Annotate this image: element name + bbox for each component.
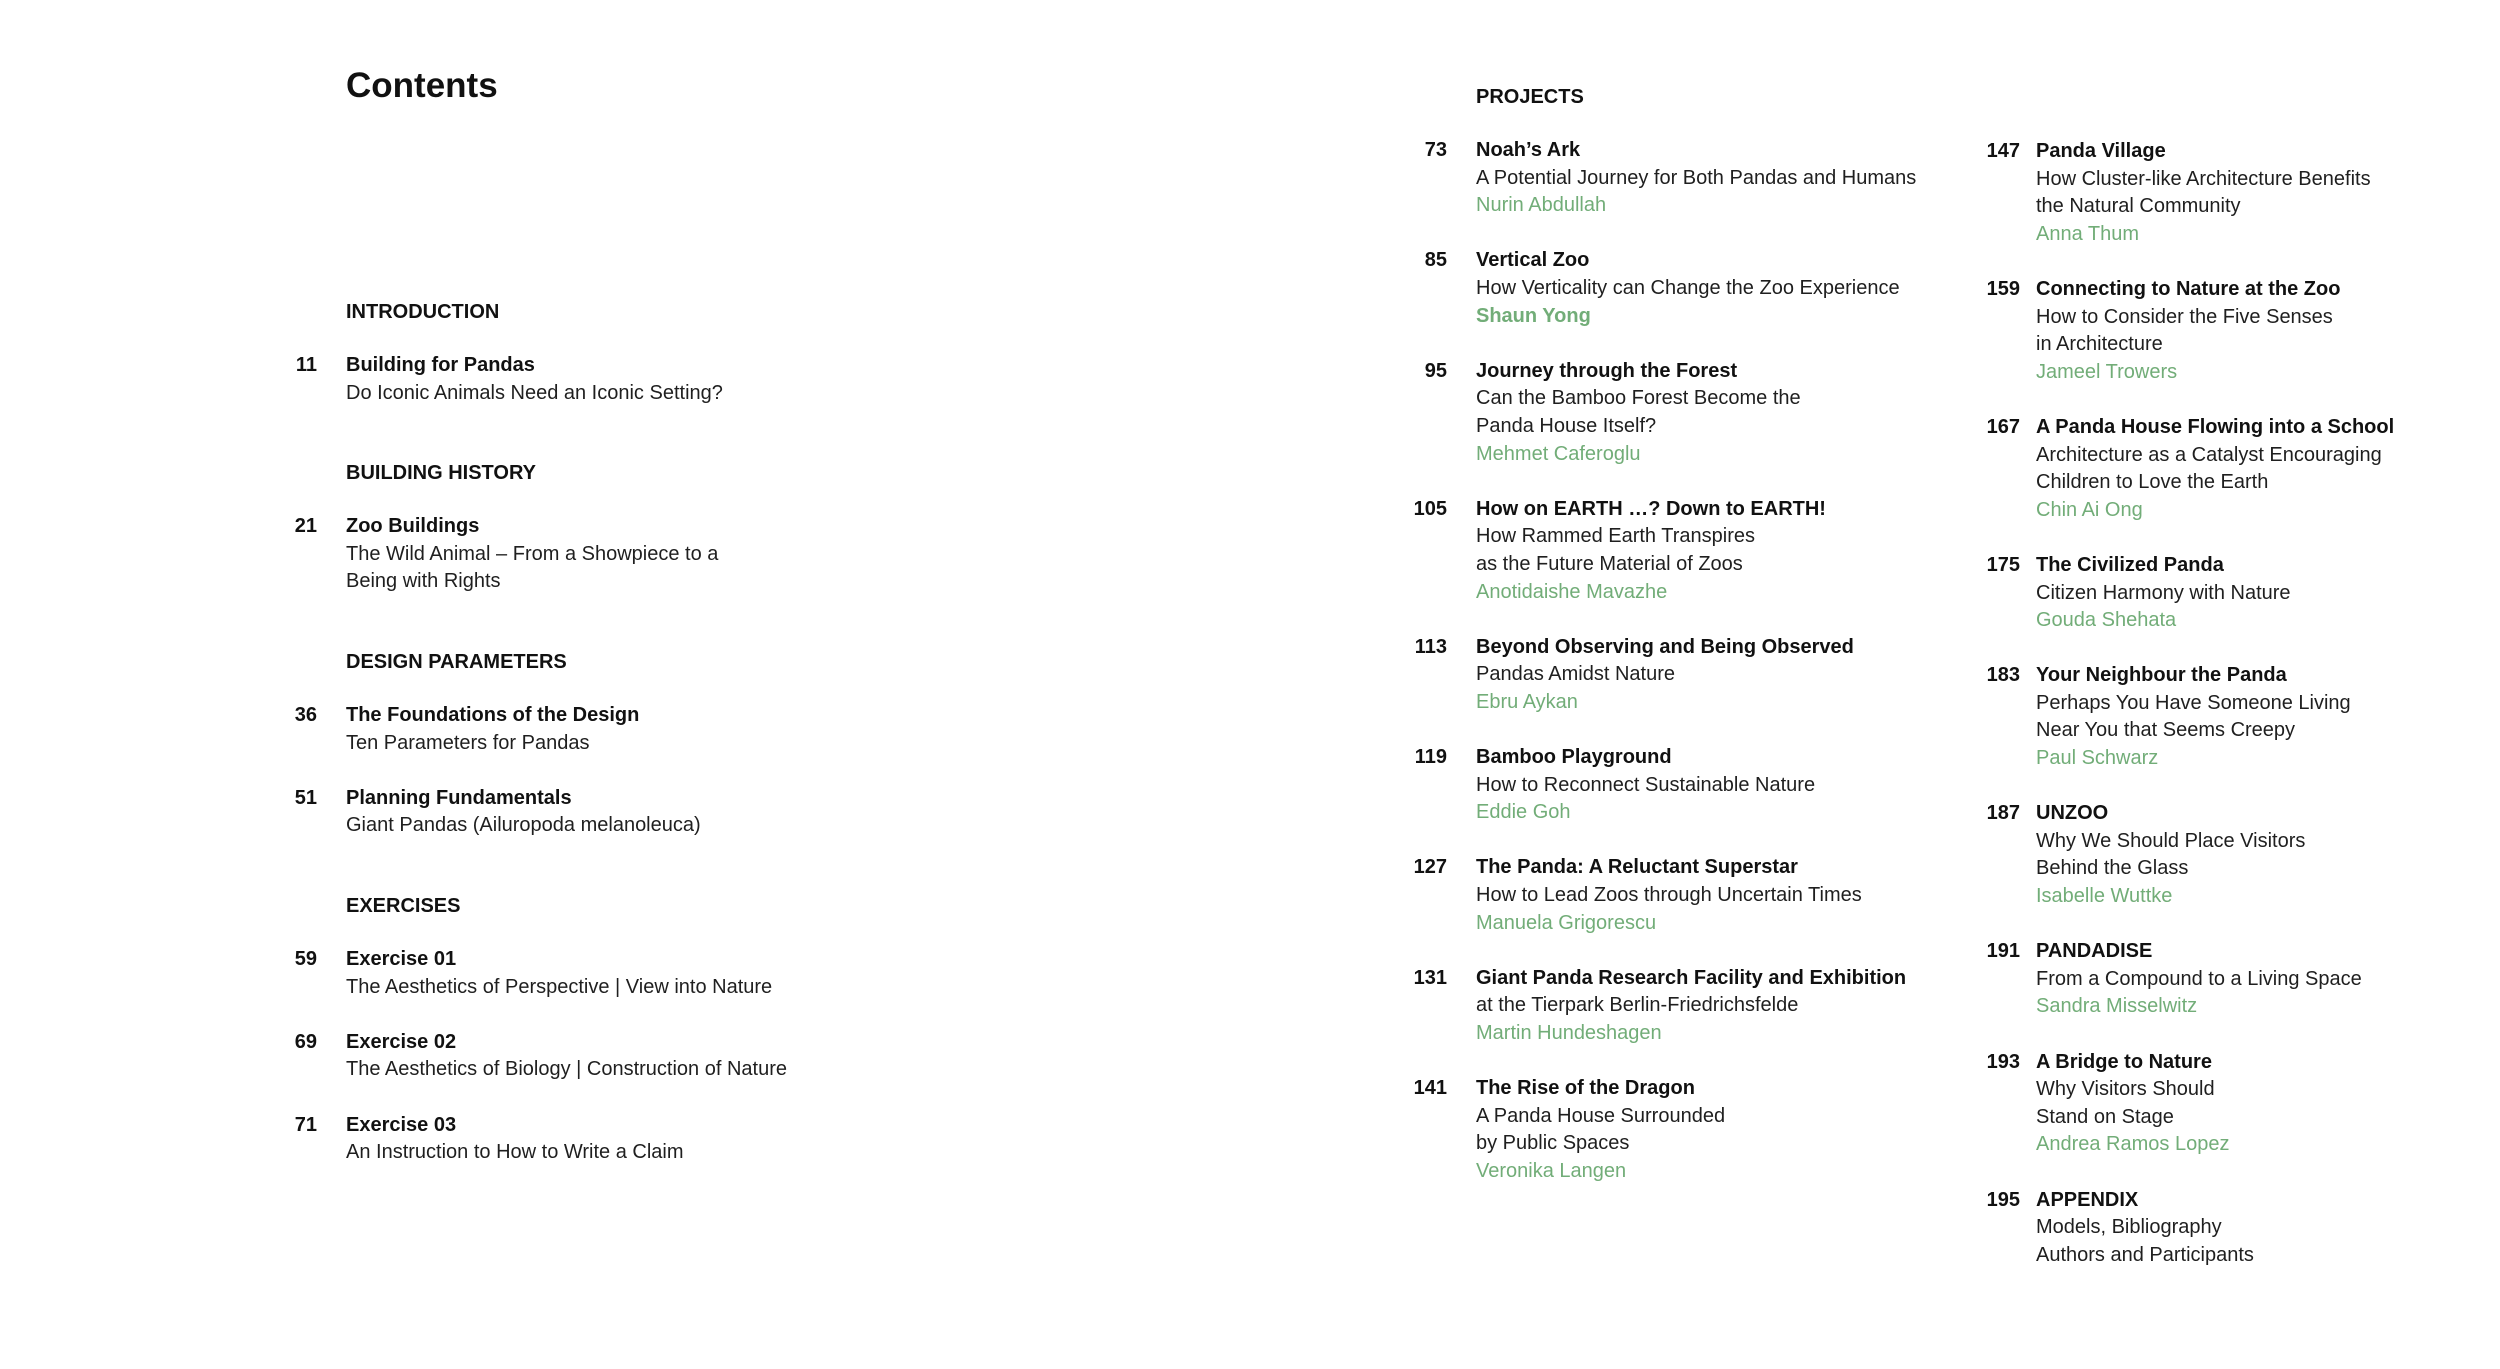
- toc-entry[interactable]: [1940, 414, 2460, 524]
- entry-subtitle: Stand on Stage: [2036, 1105, 2174, 1128]
- page-number: 191: [1986, 940, 2020, 963]
- page-number: 127: [1413, 856, 1447, 879]
- entry-title: Beyond Observing and Being Observed: [1476, 635, 1854, 658]
- toc-entry[interactable]: [1940, 938, 2460, 1021]
- page-number: 69: [294, 1030, 317, 1053]
- entry-subtitle: Models, Bibliography: [2036, 1216, 2222, 1239]
- entry-author: Andrea Ramos Lopez: [2036, 1133, 2230, 1156]
- toc-entry[interactable]: [1380, 358, 1940, 468]
- section-heading: PROJECTS: [1476, 86, 1584, 108]
- page-number: 175: [1986, 553, 2020, 576]
- toc-entry[interactable]: [250, 702, 950, 757]
- entry-author: Chin Ai Ong: [2036, 498, 2143, 521]
- entry-author: Sandra Misselwitz: [2036, 995, 2198, 1018]
- page-number: 159: [1986, 277, 2020, 300]
- entry-title: The Panda: A Reluctant Superstar: [1476, 856, 1798, 879]
- entry-subtitle: A Potential Journey for Both Pandas and Humans: [1476, 166, 1917, 189]
- toc-entry[interactable]: [1380, 634, 1940, 717]
- entry-subtitle: Do Iconic Animals Need an Iconic Setting?: [346, 381, 723, 404]
- entry-title: The Foundations of the Design: [346, 703, 640, 726]
- toc-entry[interactable]: [250, 785, 950, 840]
- entry-title: A Bridge to Nature: [2036, 1050, 2212, 1073]
- entry-title: Connecting to Nature at the Zoo: [2036, 277, 2341, 300]
- projects-column-1: [1380, 83, 1940, 1213]
- page-number: 131: [1413, 966, 1447, 989]
- page-number: 11: [295, 354, 317, 376]
- toc-entry[interactable]: [250, 1029, 950, 1084]
- page-number: 71: [294, 1113, 317, 1136]
- page-number: 85: [1424, 249, 1447, 272]
- toc-entry[interactable]: [250, 513, 950, 596]
- entry-author: Isabelle Wuttke: [2036, 885, 2173, 908]
- entry-author: Manuela Grigorescu: [1476, 911, 1657, 934]
- entry-subtitle: Ten Parameters for Pandas: [346, 731, 590, 754]
- page-number: 183: [1986, 664, 2020, 687]
- entry-subtitle: the Natural Community: [2036, 195, 2241, 218]
- entry-title: Exercise 03: [346, 1113, 457, 1136]
- page-number: 187: [1986, 802, 2020, 825]
- page-number: 141: [1413, 1077, 1447, 1100]
- toc-entry[interactable]: [1380, 247, 1940, 330]
- entry-subtitle: How Verticality can Change the Zoo Experience: [1476, 276, 1900, 299]
- entry-subtitle: The Wild Animal – From a Showpiece to a: [346, 542, 719, 565]
- toc-entry[interactable]: [1380, 1075, 1940, 1185]
- entry-title: Vertical Zoo: [1476, 249, 1590, 272]
- entry-subtitle: Near You that Seems Creepy: [2036, 719, 2296, 742]
- page-number: 147: [1986, 140, 2020, 162]
- projects-column-2: [1940, 138, 2460, 1297]
- entry-author: Nurin Abdullah: [1476, 194, 1607, 217]
- toc-entry[interactable]: [1940, 276, 2460, 386]
- entry-title: Journey through the Forest: [1476, 359, 1738, 382]
- entry-author: Mehmet Caferoglu: [1476, 442, 1641, 465]
- page-number: 119: [1414, 746, 1447, 769]
- entry-title: Exercise 02: [346, 1030, 457, 1053]
- entry-subtitle: How Cluster-like Architecture Benefits: [2036, 167, 2371, 190]
- entry-subtitle: The Aesthetics of Perspective | View into Nature: [346, 975, 773, 998]
- toc-entry[interactable]: [250, 1112, 950, 1167]
- entry-subtitle: by Public Spaces: [1476, 1132, 1630, 1155]
- entry-title: Noah’s Ark: [1476, 139, 1581, 161]
- page-title: Contents: [346, 66, 498, 105]
- section-heading: EXERCISES: [346, 894, 461, 917]
- entry-title: Giant Panda Research Facility and Exhibition: [1476, 966, 1907, 989]
- toc-entry[interactable]: [1940, 662, 2460, 772]
- toc-entry[interactable]: [1940, 800, 2460, 910]
- toc-entry[interactable]: [1940, 1187, 2460, 1270]
- entry-subtitle: Can the Bamboo Forest Become the: [1476, 387, 1801, 410]
- page-number: 95: [1424, 359, 1447, 382]
- entry-subtitle: Pandas Amidst Nature: [1476, 663, 1675, 686]
- toc-entry[interactable]: [1380, 137, 1940, 220]
- entry-author: Paul Schwarz: [2036, 747, 2159, 770]
- entry-author: Anna Thum: [2036, 222, 2140, 245]
- page-number: 51: [294, 786, 317, 809]
- toc-entry[interactable]: [1380, 496, 1940, 606]
- entry-author: Shaun Yong: [1476, 304, 1591, 327]
- entry-subtitle: Perhaps You Have Someone Living: [2036, 691, 2351, 714]
- toc-entry[interactable]: [1940, 552, 2460, 635]
- entry-subtitle: How to Consider the Five Senses: [2036, 305, 2333, 328]
- entry-title: Building for Pandas: [346, 354, 535, 376]
- entry-title: APPENDIX: [2036, 1188, 2139, 1211]
- page-number: 195: [1986, 1188, 2020, 1211]
- toc-entry[interactable]: [1380, 854, 1940, 937]
- entry-title: UNZOO: [2036, 802, 2109, 825]
- entry-subtitle: as the Future Material of Zoos: [1476, 552, 1743, 575]
- entry-title: The Rise of the Dragon: [1476, 1077, 1695, 1100]
- toc-entry[interactable]: [1380, 744, 1940, 827]
- entry-title: PANDADISE: [2036, 940, 2153, 963]
- entry-author: Veronika Langen: [1476, 1159, 1627, 1182]
- entry-author: Anotidaishe Mavazhe: [1476, 580, 1668, 603]
- entry-author: Martin Hundeshagen: [1476, 1022, 1662, 1044]
- entry-subtitle: Panda House Itself?: [1476, 414, 1657, 437]
- entry-subtitle: Citizen Harmony with Nature: [2036, 581, 2291, 604]
- entry-title: Bamboo Playground: [1476, 746, 1672, 769]
- entry-subtitle: A Panda House Surrounded: [1476, 1104, 1726, 1127]
- entry-subtitle: How Rammed Earth Transpires: [1476, 525, 1755, 548]
- section-heading: DESIGN PARAMETERS: [346, 650, 567, 673]
- entry-subtitle: Being with Rights: [346, 570, 501, 593]
- entry-subtitle: at the Tierpark Berlin-Friedrichsfelde: [1476, 994, 1799, 1017]
- entry-author: Gouda Shehata: [2036, 609, 2177, 632]
- entry-subtitle: The Aesthetics of Biology | Construction of Nature: [346, 1058, 787, 1081]
- entry-subtitle: Authors and Participants: [2036, 1243, 2254, 1266]
- entry-title: Zoo Buildings: [346, 515, 480, 538]
- toc-entry[interactable]: [1940, 138, 2460, 248]
- toc-entry[interactable]: [1940, 1049, 2460, 1159]
- section-heading: BUILDING HISTORY: [346, 462, 537, 485]
- entry-author: Ebru Aykan: [1476, 690, 1578, 713]
- entry-title: How on EARTH …? Down to EARTH!: [1476, 497, 1826, 520]
- page-number: 36: [294, 703, 317, 726]
- entry-subtitle: Children to Love the Earth: [2036, 471, 2269, 494]
- toc-entry[interactable]: [250, 946, 950, 1001]
- entry-title: The Civilized Panda: [2036, 553, 2224, 576]
- page-number: 59: [294, 947, 317, 970]
- entry-subtitle: How to Lead Zoos through Uncertain Times: [1476, 884, 1862, 907]
- entry-subtitle: Giant Pandas (Ailuropoda melanoleuca): [346, 814, 701, 837]
- entry-title: A Panda House Flowing into a School: [2036, 415, 2395, 438]
- entry-title: Exercise 01: [346, 947, 457, 970]
- toc-entry[interactable]: [1380, 965, 1940, 1048]
- entry-subtitle: in Architecture: [2036, 333, 2163, 356]
- entry-subtitle: An Instruction to How to Write a Claim: [346, 1141, 684, 1164]
- entry-subtitle: Architecture as a Catalyst Encouraging: [2036, 443, 2382, 466]
- section-heading: INTRODUCTION: [346, 301, 500, 323]
- entry-subtitle: Why Visitors Should: [2036, 1078, 2215, 1101]
- page-number: 113: [1414, 635, 1447, 658]
- entry-title: Your Neighbour the Panda: [2036, 664, 2287, 687]
- page-number: 105: [1413, 497, 1447, 520]
- page-number: 73: [1424, 139, 1447, 161]
- left-column: [250, 298, 950, 1194]
- entry-author: Jameel Trowers: [2036, 360, 2178, 383]
- entry-title: Planning Fundamentals: [346, 786, 572, 809]
- page-number: 167: [1986, 415, 2020, 438]
- page-number: 193: [1986, 1050, 2020, 1073]
- entry-subtitle: Why We Should Place Visitors: [2036, 829, 2306, 852]
- entry-subtitle: From a Compound to a Living Space: [2036, 967, 2362, 990]
- page-number: 21: [294, 515, 317, 538]
- entry-subtitle: Behind the Glass: [2036, 857, 2189, 880]
- toc-entry[interactable]: [250, 352, 950, 407]
- entry-title: Panda Village: [2036, 140, 2166, 162]
- entry-subtitle: How to Reconnect Sustainable Nature: [1476, 773, 1816, 796]
- entry-author: Eddie Goh: [1476, 801, 1571, 824]
